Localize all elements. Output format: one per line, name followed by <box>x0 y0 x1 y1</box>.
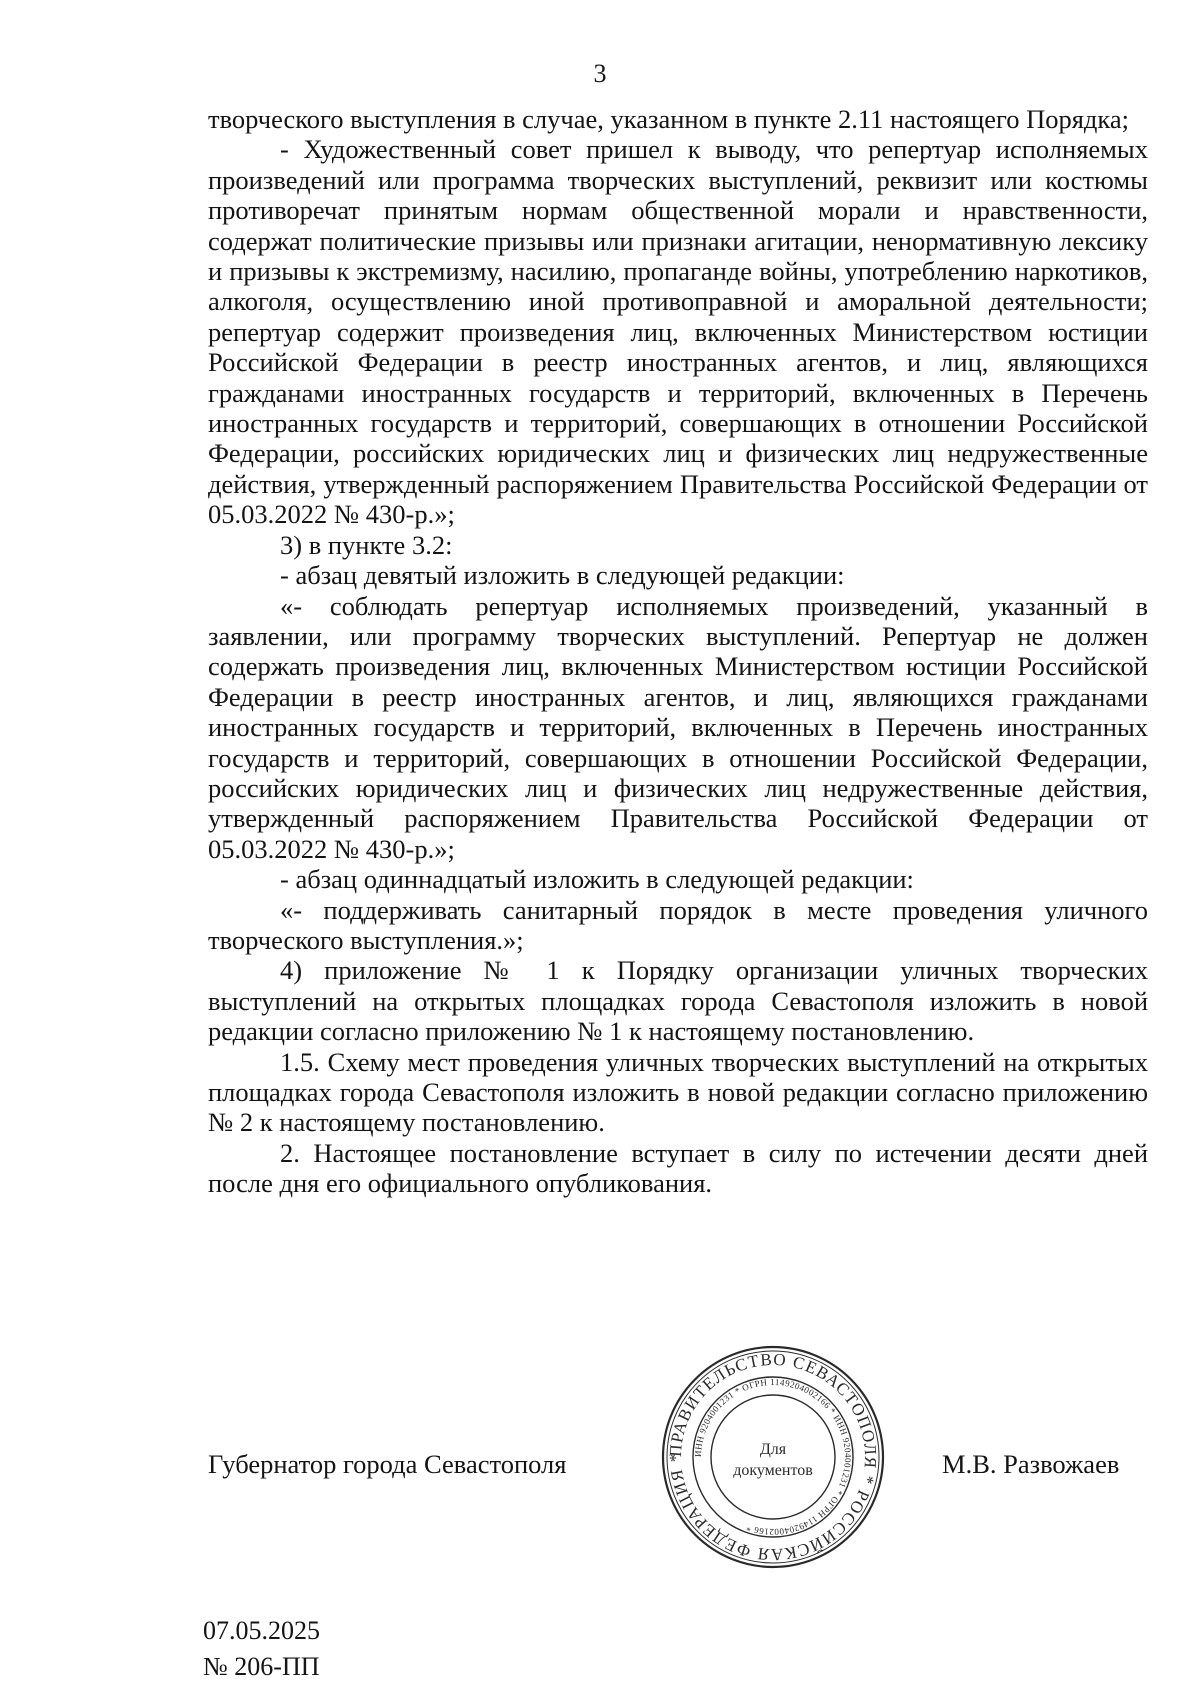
paragraph: «- соблюдать репертуар исполняемых произведений, указанный в заявлении, или программу творческих выступлений. Репертуар не должен содержать произведения лиц, включенных Министерством юстиции Российской Федерации в реестр иностранных агентов, и лиц, являющихся гражданами иностранных государств и территорий, включенных в Перечень иностранных государств и территорий, совершающих в отношении Российской Федерации, российских юридических лиц и физических лиц недружественные действия, утвержденный распоряжением Правительства Российской Федерации от 05.03.2022 № 430-р.»; <box>208 590 1148 864</box>
paragraph: 3) в пункте 3.2: <box>280 529 453 560</box>
signatory-name: М.В. Развожаев <box>942 1449 1120 1479</box>
seal-center-line2: документов <box>733 1462 813 1479</box>
page-number: 3 <box>593 59 607 88</box>
paragraph: - Художественный совет пришел к выводу, что репертуар исполняемых произведений или программа творческих выступлений, реквизит или костюмы противоречат принятым нормам общественной морали и нравственности, содержат политические призывы или признаки агитации, ненормативную лексику и призывы к экстремизму, насилию, пропаганде войны, употреблению наркотиков, алкоголя, осуществлению иной противоправной и аморальной деятельности; репертуар содержит произведения лиц, включенных Министерством юстиции Российской Федерации в реестр иностранных агентов, и лиц, являющихся гражданами иностранных государств и территорий, включенных в Перечень иностранных государств и территорий, совершающих в отношении Российской Федерации, российских юридических лиц и физических лиц недружественные действия, утвержденный распоряжением Правительства Российской Федерации от 05.03.2022 № 430-р.»; <box>208 134 1148 530</box>
paragraph: - абзац девятый изложить в следующей редакции: <box>280 560 845 591</box>
seal-outer-textpath: ПРАВИТЕЛЬСТВО СЕВАСТОПОЛЯ * РОССИЙСКАЯ ФЕДЕРАЦИЯ * <box>665 1349 881 1565</box>
official-seal <box>658 1342 888 1572</box>
document-footer <box>203 1613 320 1685</box>
seal-inner-textpath: ИНН 9204001231 * ОГРН 1149204002166 * ИНН 9204001231 * ОГРН 1149204002166 * <box>692 1376 854 1538</box>
seal-center-line1: Для <box>759 1441 787 1458</box>
signatory-title: Губернатор города Севастополя <box>208 1449 567 1479</box>
paragraph: 4) приложение № 1 к Порядку организации уличных творческих выступлений на открытых площадках города Севастополя изложить в новой редакции согласно приложению № 1 к настоящему постановлению. <box>208 955 1148 1047</box>
document-number: № 206-ПП <box>203 1652 320 1681</box>
paragraph: 2. Настоящее постановление вступает в силу по истечении десяти дней после дня его официального опубликования. <box>208 1137 1148 1199</box>
seal-graphic <box>658 1342 888 1572</box>
paragraph: «- поддерживать санитарный порядок в месте проведения уличного творческого выступления.»; <box>208 894 1148 955</box>
document-body <box>208 104 1148 1199</box>
paragraph: творческого выступления в случае, указанном в пункте 2.11 настоящего Порядка; <box>208 104 1130 134</box>
document-date: 07.05.2025 <box>203 1616 320 1645</box>
paragraph: 1.5. Схему мест проведения уличных творческих выступлений на открытых площадках города Севастополя изложить в новой редакции согласно приложению № 2 к настоящему постановлению. <box>208 1046 1148 1138</box>
paragraph: - абзац одиннадцатый изложить в следующей редакции: <box>280 864 914 895</box>
